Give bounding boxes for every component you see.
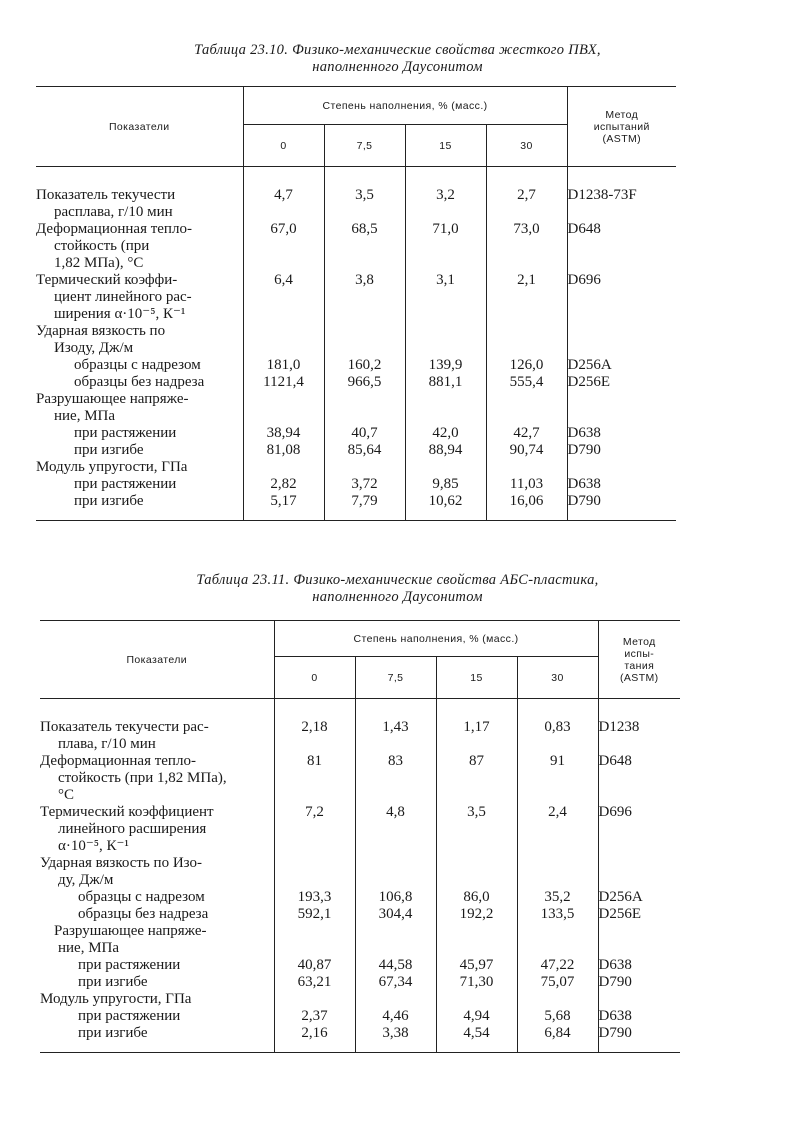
- cell-value: 126,0: [509, 357, 544, 373]
- row-label: Ударная вязкость по Изо- ду, Дж/м: [40, 855, 274, 889]
- cell-method: D638: [598, 1008, 680, 1025]
- table-row: [40, 923, 680, 957]
- cell-method: D638: [567, 425, 676, 442]
- cell-value: 6,84: [544, 1025, 571, 1041]
- cell-value: 71,30: [436, 974, 517, 991]
- cell-value: 1,43: [355, 719, 436, 753]
- cell-value: 0,83: [544, 719, 571, 735]
- cell-value: 3,2: [405, 187, 486, 221]
- cell-value: 133,5: [540, 906, 575, 922]
- table-row: [36, 425, 676, 442]
- table-row: [40, 906, 680, 923]
- cell-value: 4,94: [436, 1008, 517, 1025]
- cell-value: 40,7: [324, 425, 405, 442]
- table-row: [40, 974, 680, 991]
- table2-header-method-line1: Метод: [622, 635, 656, 648]
- row-label: Термический коэффи- циент линейного рас- ширения α·10⁻⁵, К⁻¹: [36, 272, 243, 323]
- cell-method: D696: [598, 804, 680, 855]
- table2: [40, 620, 680, 1053]
- cell-value: 35,2: [544, 889, 571, 905]
- cell-value: 75,07: [540, 974, 575, 990]
- cell-value: 304,4: [355, 906, 436, 923]
- table1-caption-line2: наполненного Даусонитом: [312, 59, 483, 75]
- cell-value: 11,03: [509, 476, 544, 492]
- row-label: при растяжении: [36, 476, 243, 493]
- cell-method: D648: [598, 753, 680, 804]
- cell-value: 88,94: [405, 442, 486, 459]
- cell-value: 2,16: [274, 1025, 355, 1042]
- table-row: [40, 753, 680, 804]
- table2-header-method-line4: (ASTM): [620, 671, 659, 684]
- cell-method: D790: [598, 974, 680, 991]
- cell-value: 10,62: [405, 493, 486, 510]
- cell-method: D638: [598, 957, 680, 974]
- cell-value: 91: [550, 753, 566, 769]
- cell-value: 3,5: [436, 804, 517, 855]
- row-label: при изгибе: [36, 442, 243, 459]
- table2-header-indicators: Показатели: [40, 621, 274, 699]
- table-row: [36, 187, 676, 221]
- table1-header-method: [567, 87, 676, 167]
- cell-value: 139,9: [405, 357, 486, 374]
- table2-header-fill-0: 0: [274, 657, 355, 699]
- cell-value: 68,5: [324, 221, 405, 272]
- cell-value: 67,34: [355, 974, 436, 991]
- table1: [36, 86, 676, 521]
- cell-method: D696: [567, 272, 676, 323]
- cell-value: 555,4: [509, 374, 544, 390]
- table-row: [36, 459, 676, 476]
- row-label: Термический коэффициент линейного расширения α·10⁻⁵, К⁻¹: [40, 804, 274, 855]
- cell-value: 193,3: [274, 889, 355, 906]
- cell-value: 592,1: [274, 906, 355, 923]
- row-label: при растяжении: [36, 425, 243, 442]
- cell-value: 3,8: [324, 272, 405, 323]
- cell-value: 4,54: [436, 1025, 517, 1042]
- cell-value: 4,46: [355, 1008, 436, 1025]
- cell-value: 73,0: [513, 221, 540, 237]
- row-label: образцы с надрезом: [36, 357, 243, 374]
- table2-header-method-line3: тания: [624, 659, 655, 672]
- cell-value: 4,7: [243, 187, 324, 221]
- cell-value: 192,2: [436, 906, 517, 923]
- cell-value: 106,8: [355, 889, 436, 906]
- cell-value: 7,2: [274, 804, 355, 855]
- table-row: [40, 889, 680, 906]
- cell-value: 9,85: [405, 476, 486, 493]
- cell-value: 3,38: [355, 1025, 436, 1042]
- cell-value: 2,18: [274, 719, 355, 753]
- row-label: Деформационная тепло- стойкость (при 1,82 МПа), °С: [40, 753, 274, 804]
- table2-caption: [0, 572, 795, 606]
- cell-value: 45,97: [436, 957, 517, 974]
- cell-method: D790: [567, 442, 676, 459]
- table1-caption: [0, 42, 795, 76]
- cell-value: 3,1: [405, 272, 486, 323]
- row-label: образцы с надрезом: [40, 889, 274, 906]
- table-row: [40, 957, 680, 974]
- cell-value: 2,1: [517, 272, 536, 288]
- cell-value: 2,7: [517, 187, 536, 203]
- cell-value: 71,0: [405, 221, 486, 272]
- cell-value: 83: [355, 753, 436, 804]
- table1-header-method-line3: (ASTM): [602, 132, 642, 145]
- cell-value: 87: [436, 753, 517, 804]
- table-row: [36, 391, 676, 425]
- cell-value: 881,1: [405, 374, 486, 391]
- table2-header-fill-15: 15: [436, 657, 517, 699]
- table1-header-fill-0: 0: [243, 125, 324, 167]
- cell-value: 1,17: [436, 719, 517, 753]
- cell-value: 85,64: [324, 442, 405, 459]
- table1-caption-line1: Таблица 23.10. Физико-механические свойства жесткого ПВХ,: [194, 42, 601, 58]
- cell-value: 7,79: [324, 493, 405, 510]
- cell-value: 1121,4: [243, 374, 324, 391]
- row-label: Ударная вязкость по Изоду, Дж/м: [36, 323, 243, 357]
- cell-value: 16,06: [509, 493, 544, 509]
- cell-method: D256E: [567, 374, 676, 391]
- table-row: [40, 719, 680, 753]
- table-row: [40, 855, 680, 889]
- cell-method: D256A: [567, 357, 676, 374]
- cell-method: D1238: [598, 719, 680, 753]
- table-row: [40, 1008, 680, 1025]
- table-row: [36, 221, 676, 272]
- table-row: [36, 476, 676, 493]
- cell-value: 86,0: [436, 889, 517, 906]
- table-row: [36, 442, 676, 459]
- cell-value: 3,5: [324, 187, 405, 221]
- cell-value: 2,4: [548, 804, 567, 820]
- cell-method: D256E: [598, 906, 680, 923]
- cell-method: D1238-73F: [567, 187, 676, 221]
- cell-value: 5,17: [243, 493, 324, 510]
- cell-value: 47,22: [540, 957, 575, 973]
- row-label: Показатель текучести расплава, г/10 мин: [36, 187, 243, 221]
- table-row: [36, 357, 676, 374]
- cell-value: 966,5: [324, 374, 405, 391]
- table2-header-fill-30: 30: [517, 657, 598, 699]
- table-row: [36, 323, 676, 357]
- cell-value: 42,0: [405, 425, 486, 442]
- cell-method: D790: [567, 493, 676, 510]
- row-label: при растяжении: [40, 1008, 274, 1025]
- table1-header-indicators: Показатели: [36, 87, 243, 167]
- cell-method: D638: [567, 476, 676, 493]
- cell-value: 6,4: [243, 272, 324, 323]
- row-label: Деформационная тепло- стойкость (при 1,82 МПа), °С: [36, 221, 243, 272]
- table2-header-method: [598, 621, 680, 699]
- cell-value: 81: [274, 753, 355, 804]
- cell-value: 4,8: [355, 804, 436, 855]
- row-label: Разрушающее напряже- ние, МПа: [40, 923, 274, 957]
- row-label: при растяжении: [40, 957, 274, 974]
- table2-header-method-line2: испы-: [624, 647, 655, 660]
- table1-header-method-line2: испытаний: [593, 120, 650, 133]
- row-label: образцы без надреза: [36, 374, 243, 391]
- table-row: [40, 1025, 680, 1042]
- table1-header-fill-15: 15: [405, 125, 486, 167]
- cell-value: 160,2: [324, 357, 405, 374]
- table2-caption-line2: наполненного Даусонитом: [312, 589, 483, 605]
- cell-value: 2,37: [274, 1008, 355, 1025]
- cell-value: 81,08: [243, 442, 324, 459]
- table-row: [40, 991, 680, 1008]
- cell-value: 42,7: [513, 425, 540, 441]
- table2-header-fill-degree: Степень наполнения, % (масс.): [274, 621, 598, 657]
- row-label: Модуль упругости, ГПа: [36, 459, 243, 476]
- cell-value: 3,72: [324, 476, 405, 493]
- table1-header-method-line1: Метод: [605, 108, 639, 121]
- cell-value: 38,94: [243, 425, 324, 442]
- cell-value: 40,87: [274, 957, 355, 974]
- table2-header-fill-7-5: 7,5: [355, 657, 436, 699]
- row-label: при изгибе: [36, 493, 243, 510]
- row-label: Показатель текучести рас- плава, г/10 мин: [40, 719, 274, 753]
- table-row: [36, 374, 676, 391]
- row-label: при изгибе: [40, 1025, 274, 1042]
- cell-method: D648: [567, 221, 676, 272]
- cell-value: 44,58: [355, 957, 436, 974]
- row-label: образцы без надреза: [40, 906, 274, 923]
- cell-method: D256A: [598, 889, 680, 906]
- table-row: [40, 804, 680, 855]
- cell-value: 67,0: [243, 221, 324, 272]
- row-label: Модуль упругости, ГПа: [40, 991, 274, 1008]
- row-label: при изгибе: [40, 974, 274, 991]
- table1-header-fill-degree: Степень наполнения, % (масс.): [243, 87, 567, 125]
- cell-value: 63,21: [274, 974, 355, 991]
- cell-value: 5,68: [544, 1008, 571, 1024]
- cell-value: 2,82: [243, 476, 324, 493]
- table2-caption-line1: Таблица 23.11. Физико-механические свойства АБС-пластика,: [196, 572, 599, 588]
- table-row: [36, 493, 676, 510]
- row-label: Разрушающее напряже- ние, МПа: [36, 391, 243, 425]
- table1-header-fill-30: 30: [486, 125, 567, 167]
- table-row: [36, 272, 676, 323]
- cell-method: D790: [598, 1025, 680, 1042]
- cell-value: 90,74: [509, 442, 544, 458]
- table1-header-fill-7-5: 7,5: [324, 125, 405, 167]
- cell-value: 181,0: [243, 357, 324, 374]
